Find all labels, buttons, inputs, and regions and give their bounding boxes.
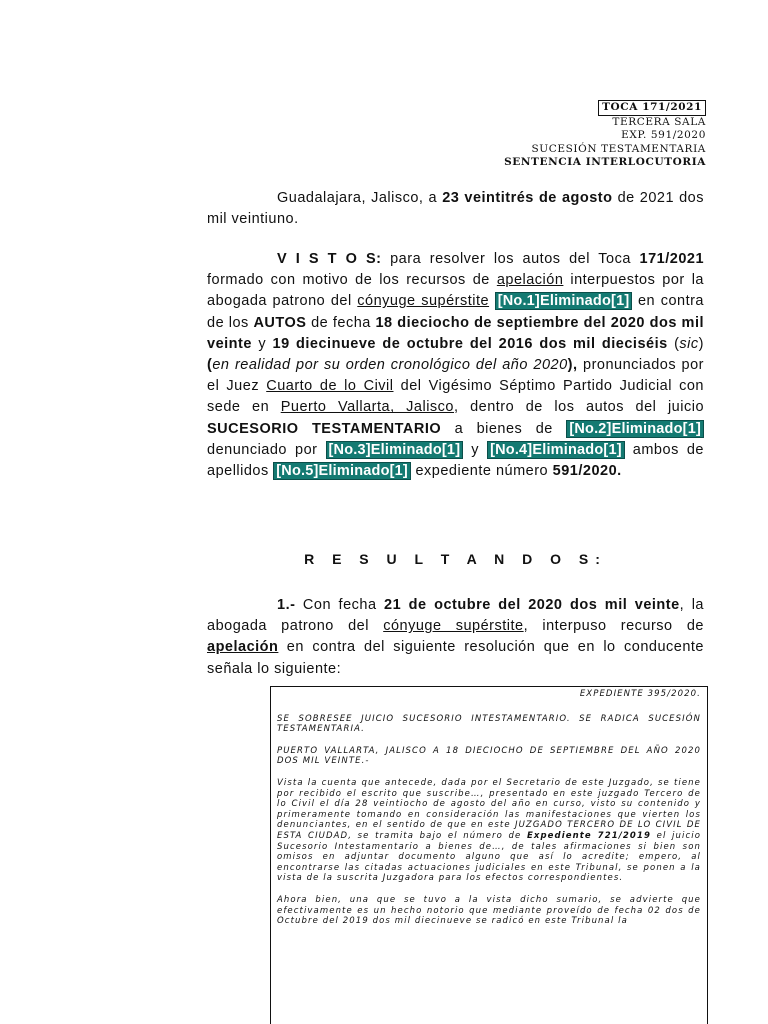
quote-paragraph-2: PUERTO VALLARTA, JALISCO A 18 DIECIOCHO DE SEPTIEMBRE DEL AÑO 2020 DOS MIL VEINTE.-: [277, 745, 701, 767]
resultando-1-paragraph: 1.- Con fecha 21 de octubre del 2020 dos mil veinte, la abogada patrono del cónyuge supérstite, interpuso recurso de apelación en contra del siguiente resolución que en lo conducente señala lo siguiente:: [207, 597, 704, 677]
redaction-3: [No.3]Eliminado[1]: [326, 441, 464, 459]
quote-paragraph-3: Vista la cuenta que antecede, dada por el Secretario de este Juzgado, se tiene por recibido el escrito que suscribe…, presentado en este juzgado Tercero de lo Civil el día 28 veintiocho de agosto del año en curso, visto su contenido y primeramente tomando en consideración las manifestaciones que vierten los denunciantes, en el sentido de que en este JUZGADO TERCERO DE LO CIVIL DE ESTA CIUDAD, se tramita bajo el número de Expediente 721/2019 el juicio Sucesorio Intestamentario a bienes de…, de tales afirmaciones si bien son omisos en adjuntar documento alguno que así lo acredite; empero, al encontrarse las citadas actuaciones judiciales en este Tribunal, se ponen a la vista de la suscrita Juzgadora para los efectos correspondientes.: [277, 777, 701, 884]
quote-expediente: EXPEDIENTE 395/2020.: [579, 689, 701, 699]
sala: TERCERA SALA: [612, 115, 706, 128]
case-header: [504, 100, 706, 170]
redaction-4: [No.4]Eliminado[1]: [487, 441, 625, 459]
quote-paragraph-1: SE SOBRESEE JUICIO SUCESORIO INTESTAMENTARIO. SE RADICA SUCESIÓN TESTAMENTARIA.: [277, 713, 701, 735]
vistos-paragraph: V I S T O S: para resolver los autos del Toca 171/2021 formado con motivo de los recursos de apelación interpuestos por la abogada patrono del cónyuge supérstite [No.1]Eliminado[1] en contra de los AUTOS de fecha 18 dieciocho de septiembre del 2020 dos mil veinte y 19 diecinueve de octubre del 2016 dos mil dieciséis (sic) (en realidad por su orden cronológico del año 2020), pronunciados por el Juez Cuarto de lo Civil del Vigésimo Séptimo Partido Judicial con sede en Puerto Vallarta, Jalisco, dentro de los autos del juicio SUCESORIO TESTAMENTARIO a bienes de [No.2]Eliminado[1] denunciado por [No.3]Eliminado[1] y [No.4]Eliminado[1] ambos de apellidos [No.5]Eliminado[1] expediente número 591/2020.: [207, 251, 705, 480]
redaction-2: [No.2]Eliminado[1]: [566, 420, 704, 438]
document-type: SENTENCIA INTERLOCUTORIA: [504, 156, 706, 168]
redaction-1: [No.1]Eliminado[1]: [495, 292, 633, 310]
quote-paragraph-4: Ahora bien, una que se tuvo a la vista dicho sumario, se advierte que efectivamente es un hecho notorio que mediante proveído de fecha 02 dos de Octubre del 2019 dos mil diecinueve se radicó en este Tribunal la: [277, 894, 701, 927]
redaction-5: [No.5]Eliminado[1]: [273, 462, 411, 480]
expediente: EXP. 591/2020: [621, 129, 706, 141]
vistos-label: V I S T O S:: [277, 251, 382, 267]
section-heading-resultandos: R E S U L T A N D O S:: [304, 551, 607, 567]
quoted-resolution-box: [270, 686, 708, 1024]
toca-number: TOCA 171/2021: [598, 100, 706, 116]
date-paragraph: Guadalajara, Jalisco, a 23 veintitrés de agosto de 2021 dos mil veintiuno.: [207, 190, 704, 228]
case-type: SUCESIÓN TESTAMENTARIA: [531, 142, 706, 155]
